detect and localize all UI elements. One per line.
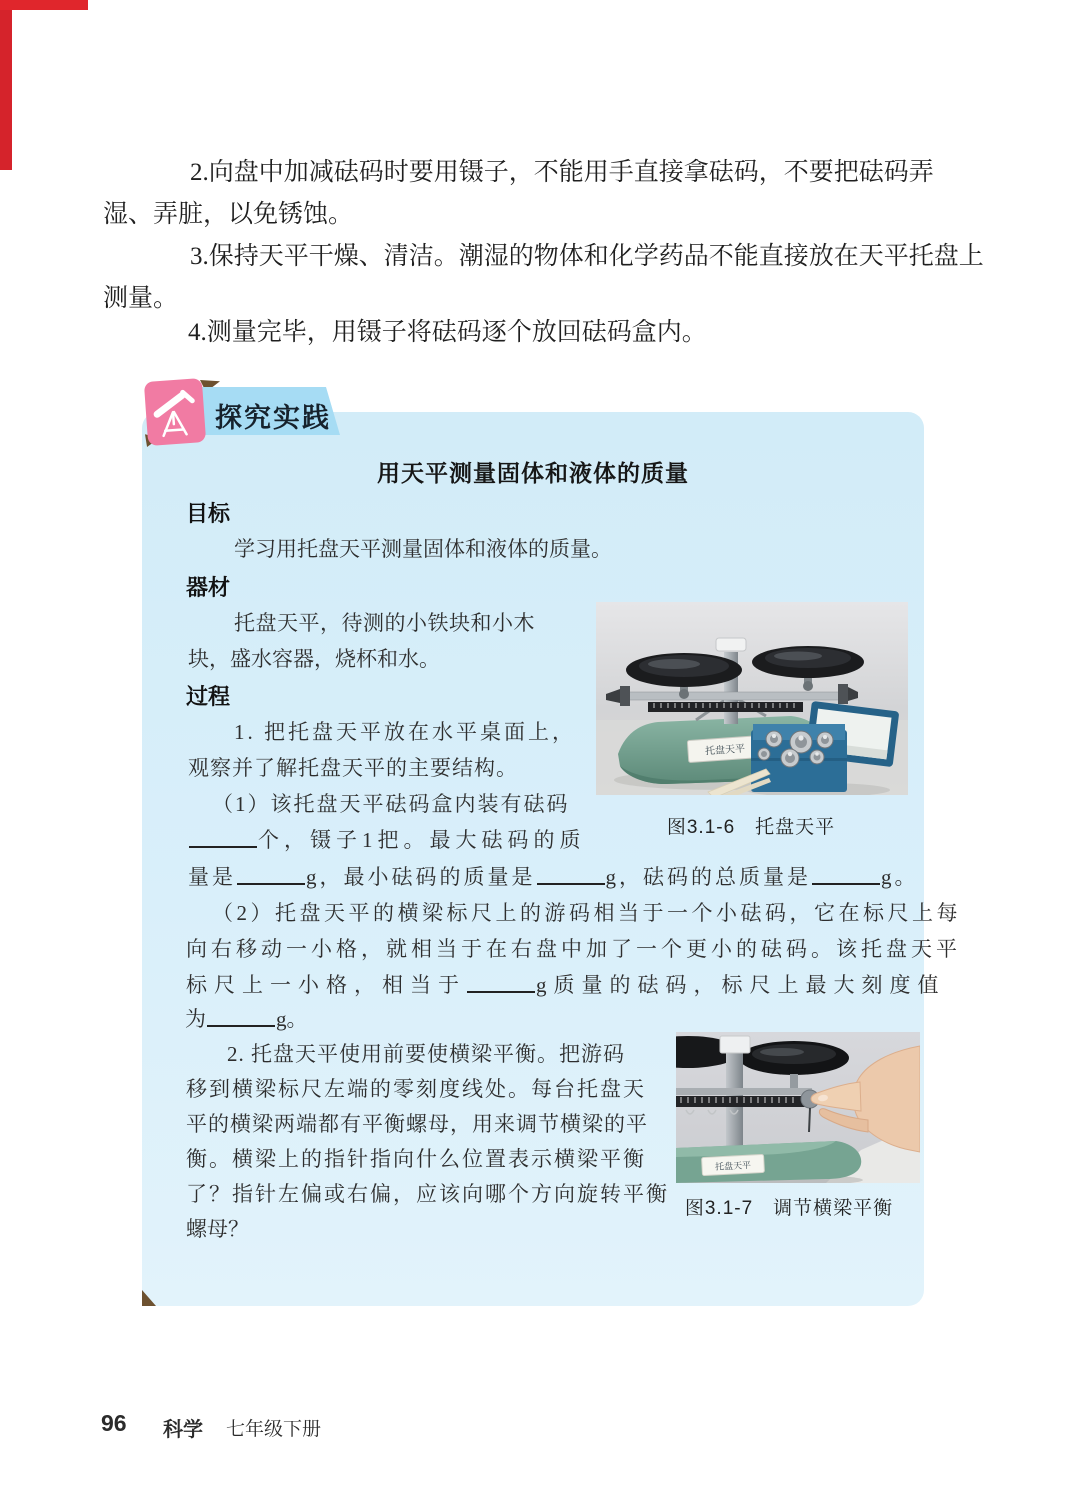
- materials-line: 块，盛水容器，烧杯和水。: [188, 647, 440, 671]
- base-label: 托盘天平: [704, 743, 746, 758]
- process-line: 了？指针左偏或右偏，应该向哪个方向旋转平衡: [186, 1182, 669, 1206]
- process-line: 标尺上一小格，相当于 g质量的砝码，标尺上最大刻度值: [186, 973, 946, 997]
- process-line: 移到横梁标尺左端的零刻度线处。每台托盘天: [186, 1077, 646, 1101]
- balance-scale-photo: [596, 602, 908, 795]
- process-line: 2. 托盘天平使用前要使横梁平衡。把游码: [227, 1042, 625, 1066]
- fill-in-blank: [237, 883, 305, 885]
- intro-line: 湿、弄脏，以免锈蚀。: [103, 201, 354, 228]
- process-line: 观察并了解托盘天平的主要结构。: [188, 756, 518, 780]
- footer-volume: 七年级下册: [226, 1419, 322, 1440]
- process-line: 向右移动一小格，就相当于在右盘中加了一个更小的砝码。该托盘天平: [186, 937, 961, 961]
- process-line: 量是 g，最小砝码的质量是 g，砝码的总质量是 g。: [188, 865, 919, 889]
- red-edge-mark-horizontal: [0, 0, 88, 10]
- fill-in-blank: [467, 991, 535, 993]
- fill-in-blank: [207, 1025, 275, 1027]
- intro-line: 测量。: [103, 285, 179, 312]
- adjusting-balance-photo: [676, 1032, 920, 1183]
- footer-subject: 科学: [163, 1419, 203, 1441]
- intro-line: 2.向盘中加减砝码时要用镊子，不能用手直接拿砝码，不要把砝码弄: [190, 159, 934, 186]
- activity-title: 用天平测量固体和液体的质量: [377, 461, 689, 486]
- process-line: 衡。横梁上的指针指向什么位置表示横梁平衡: [186, 1147, 646, 1171]
- figure-caption: 图3.1-7 调节横梁平衡: [684, 1198, 894, 1219]
- materials-line: 托盘天平，待测的小铁块和小木: [234, 611, 535, 635]
- goal-text: 学习用托盘天平测量固体和液体的质量。: [234, 537, 612, 561]
- fill-in-blank: [537, 883, 605, 885]
- base-label: 托盘天平: [714, 1160, 752, 1172]
- process-line: （1）该托盘天平砝码盒内装有砝码: [212, 792, 570, 816]
- red-edge-mark-vertical: [0, 0, 12, 170]
- materials-heading: 器材: [186, 575, 231, 600]
- intro-line: 4.测量完毕，用镊子将砝码逐个放回砝码盒内。: [188, 319, 707, 346]
- activity-tab-label: 探究实践: [215, 403, 331, 433]
- fill-in-blank: [812, 883, 880, 885]
- process-heading: 过程: [186, 684, 231, 709]
- goal-heading: 目标: [186, 501, 231, 526]
- intro-line: 3.保持天平干燥、清洁。潮湿的物体和化学药品不能直接放在天平托盘上: [190, 243, 984, 270]
- balance-base: [676, 1141, 861, 1183]
- telescope-icon: [144, 378, 206, 446]
- process-line: 个，镊子1把。最大砝码的质: [188, 824, 586, 854]
- figure-caption: 图3.1-6 托盘天平: [666, 817, 836, 838]
- process-line: 平的横梁两端都有平衡螺母，用来调节横梁的平: [186, 1112, 648, 1136]
- activity-badge: [144, 378, 206, 446]
- beam-ruler: [676, 1096, 806, 1107]
- process-line: 1. 把托盘天平放在水平桌面上，: [234, 720, 576, 744]
- process-line: 为 g。: [185, 1007, 308, 1031]
- footer-page-number: 96: [101, 1410, 127, 1436]
- process-line: （2）托盘天平的横梁标尺上的游码相当于一个小砝码，它在标尺上每: [212, 901, 961, 925]
- fill-in-blank: [189, 846, 257, 848]
- process-line: 螺母？: [186, 1217, 249, 1241]
